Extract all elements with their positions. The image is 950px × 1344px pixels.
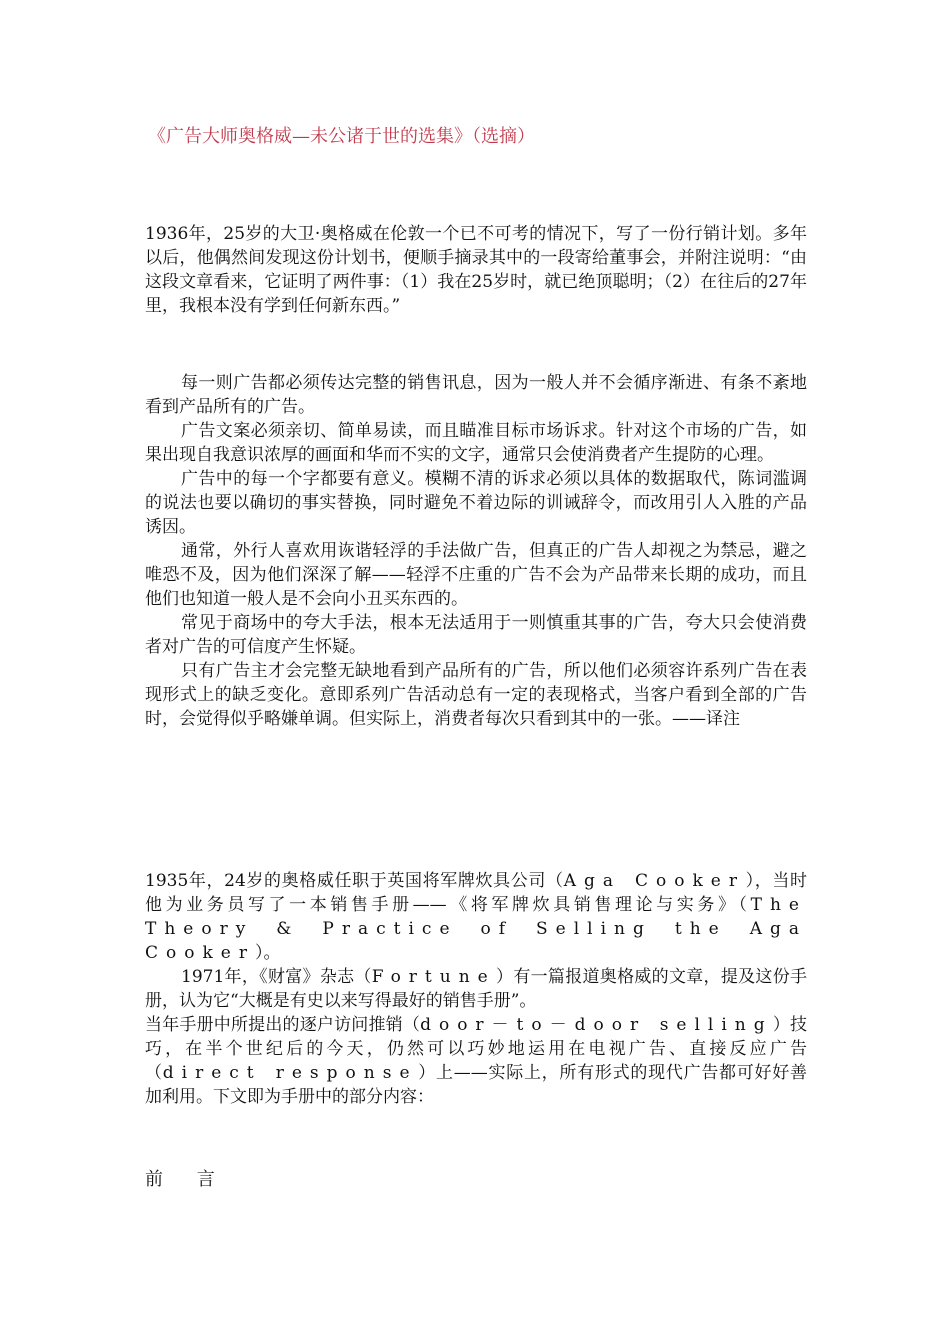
aga-paragraph-3: [145, 1013, 807, 1109]
aga-p3-text-c: ）技巧，在半个世纪后的今天，仍然可以巧妙地运用在电视广告、直接反应广告（: [145, 1015, 808, 1083]
aga-p1-text-a: 1935年，24岁的奥格威任职于英国将军牌炊具公司（: [145, 871, 564, 891]
aga-p1-text-c: ），当时他为业务员写了一本销售手册——《将军牌炊具销售理论与实务》（: [145, 871, 807, 915]
aga-p2-latin-magazine: Fortune: [371, 967, 496, 987]
advertising-notes: [145, 371, 807, 731]
aga-p3-latin-door: door－to－door selling: [420, 1015, 773, 1035]
aga-p3-text-e: ）上——实际上，所有形式的现代广告都可好好善加利用。下文即为手册中的部分内容：: [145, 1063, 808, 1107]
section-heading: 前 言: [145, 1169, 229, 1190]
aga-p3-latin-direct: direct response: [162, 1063, 418, 1083]
note-paragraph: 每一则广告都必须传达完整的销售讯息，因为一般人并不会循序渐进、有条不紊地看到产品所有的广告。: [145, 373, 807, 417]
aga-p1-text-e: ）。: [254, 943, 281, 963]
aga-p2-text-a: 1971年，《财富》杂志（: [181, 967, 372, 987]
aga-paragraph-1: [145, 869, 807, 965]
note-paragraph: 常见于商场中的夸大手法，根本无法适用于一则慎重其事的广告，夸大只会使消费者对广告的可信度产生怀疑。: [145, 613, 807, 657]
aga-p3-text-a: 当年手册中所提出的逐户访问推销（: [145, 1015, 421, 1035]
aga-p1-latin-brand: Aga Cooker: [563, 871, 745, 891]
aga-paragraph-2: [145, 965, 807, 1013]
note-paragraph: 只有广告主才会完整无缺地看到产品所有的广告，所以他们必须容许系列广告在表现形式上的缺乏变化。意即系列广告活动总有一定的表现格式，当客户看到全部的广告时，会觉得似乎略嫌单调。但实际上，消费者每次只看到其中的一张。——译注: [145, 661, 807, 729]
intro-text: 1936年，25岁的大卫·奥格威在伦敦一个已不可考的情况下，写了一份行销计划。多年以后，他偶然间发现这份计划书，便顺手摘录其中的一段寄给董事会，并附注说明：“由这段文章看来，它证明了两件事：（1）我在25岁时，就已绝顶聪明；（2）在往后的27年里，我根本没有学到任何新东西。”: [145, 224, 807, 316]
aga-p2-text-c: ）有一篇报道奥格威的文章，提及这份手册，认为它“大概是有史以来写得最好的销售手册”。: [145, 967, 808, 1011]
document-title: 《广告大师奥格威—未公诸于世的选集》（选摘）: [148, 126, 535, 147]
note-paragraph: 广告文案必须亲切、简单易读，而且瞄准目标市场诉求。针对这个市场的广告，如果出现自我意识浓厚的画面和华而不实的文字，通常只会使消费者产生提防的心理。: [145, 421, 807, 465]
aga-cooker-section: [145, 869, 807, 1109]
intro-paragraph: [145, 222, 807, 318]
note-paragraph: 通常，外行人喜欢用诙谐轻浮的手法做广告，但真正的广告人却视之为禁忌，避之唯恐不及，因为他们深深了解——轻浮不庄重的广告不会为产品带来长期的成功，而且他们也知道一般人是不会向小丑买东西的。: [145, 541, 807, 609]
aga-p1-latin-title: The Theory & Practice of Selling the Aga Cooker: [145, 895, 807, 963]
note-paragraph: 广告中的每一个字都要有意义。模糊不清的诉求必须以具体的数据取代，陈词滥调的说法也要以确切的事实替换，同时避免不着边际的训诫辞令，而改用引人入胜的产品诱因。: [145, 469, 807, 537]
